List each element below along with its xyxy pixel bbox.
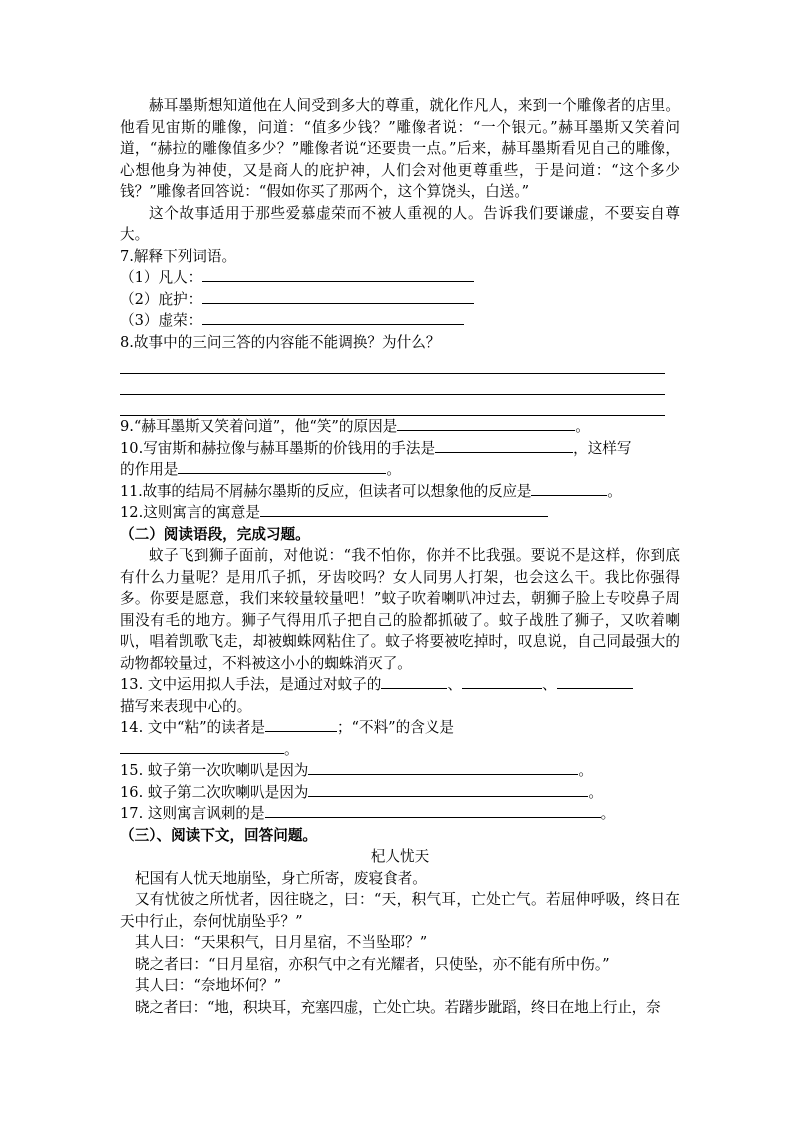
answer-line[interactable] [120,374,665,395]
question-8-stem: 8.故事中的三问三答的内容能不能调换？为什么？ [120,333,441,351]
story-paragraph: 赫耳墨斯想知道他在人间受到多大的尊重，就化作凡人，来到一个雕像者的店里。他看见宙斯的雕像，问道：“值多少钱？”雕像者说：“一个银元。”赫耳墨斯又笑着问道，“赫拉的雕像值多少？”雕像者说“还要贵一点。”后来，赫耳墨斯看见自己的雕像，心想他身为神使，又是商人的庇护神，人们会对他更尊重些，于是问道：“这个多少钱？”雕像者回答说：“假如你买了那两个，这个算饶头，白送。” [120,97,680,200]
answer-blank[interactable] [265,803,601,818]
answer-blank[interactable] [435,438,573,453]
answer-line[interactable] [120,395,665,416]
classical-text-line-1: 杞国有人忧天地崩坠，身亡所寄，废寝食者。 [135,869,427,887]
answer-blank[interactable] [397,416,575,431]
question-12 [120,502,680,524]
section-3-title: 杞人忧天 [370,848,430,865]
question-10-line-1 [120,438,680,460]
answer-blank[interactable] [381,674,447,689]
question-10-end: 。 [386,461,401,478]
question-12-text: 12.这则寓言的寓意是 [120,504,260,521]
section-2-heading: （二）阅读语段，完成习题。 [120,525,310,543]
worksheet-content [120,95,680,1018]
question-16 [120,782,680,804]
question-14-text: 14. 文中“粘”的读者是 [120,719,265,736]
question-9-text: 9.“赫耳墨斯又笑着问道”，他“笑”的原因是 [120,418,398,435]
question-13 [120,674,680,696]
section-3-heading: （三）、阅读下文，回答问题。 [120,826,318,844]
question-10-text: 10.写宙斯和赫拉像与赫耳墨斯的价钱用的手法是 [120,439,436,457]
story-moral-paragraph: 这个故事适用于那些爱慕虚荣而不被人重视的人。告诉我们要谦虚，不要妄自尊大。 [120,204,680,243]
question-13-sep-2: 、 [541,676,557,693]
classical-text-line-2: 又有忧彼之所忧者，因往晓之，曰：“天，积气耳，亡处亡气。若屈伸呼吸，终日在天中行止，奈何忧崩坠乎？” [120,891,680,930]
classical-text-line-3: 其人曰：“天果积气，日月星宿，不当坠耶？” [135,934,428,951]
question-7-stem: 7.解释下列词语。 [120,247,237,265]
question-7-item-3-label: （3）虚荣： [120,312,203,329]
classical-text-line-4: 晓之者曰：“日月星宿，亦积气中之有光耀者，只使坠，亦不能有所中伤。” [135,955,610,973]
answer-blank[interactable] [202,267,474,282]
question-9 [120,416,680,438]
answer-blank[interactable] [531,481,607,496]
answer-blank[interactable] [202,310,464,325]
answer-blank[interactable] [260,502,548,517]
question-14 [120,717,680,739]
answer-blank[interactable] [120,739,284,754]
question-14-line-2 [120,739,680,761]
question-15-text: 15. 蚊子第一次吹喇叭是因为 [120,762,309,779]
answer-blank[interactable] [308,760,578,775]
section-2-passage: 蚊子飞到狮子面前，对他说：“我不怕你，你并不比我强。要说不是这样，你到底有什么力量呢？是用爪子抓，牙齿咬吗？女人同男人打架，也会这么干。我比你强得多。你要是愿意，我们来较量较量吧！”蚊子吹着喇叭冲过去，朝狮子脸上专咬鼻子周围没有毛的地方。狮子气得用爪子把自己的脸都抓破了。蚊子战胜了狮子，又吹着喇叭，唱着凯歌飞走，却被蜘蛛网粘住了。蚊子将要被吃掉时，叹息说，自己同最强大的动物都较量过，不料被这小小的蜘蛛消灭了。 [120,547,680,672]
question-16-end: 。 [588,783,603,801]
question-10-text-2: 的作用是 [120,461,179,478]
question-17 [120,803,680,825]
question-7-item-2-label: （2）庇护： [120,290,203,308]
question-13-text: 13. 文中运用拟人手法，是通过对蚊子的 [120,676,382,693]
answer-blank[interactable] [178,459,386,474]
question-10-line-2 [120,459,680,481]
question-13-line-2: 描写来表现中心的。 [120,697,252,715]
question-14-mid: ；“不料”的含义是 [336,719,455,736]
question-7-item-3 [120,310,680,332]
answer-blank[interactable] [557,674,633,689]
classical-text-line-6: 晓之者曰：“地，积块耳，充塞四虚，亡处亡块。若躇步跐蹈，终日在地上行止，奈 [135,998,661,1016]
classical-text-line-5: 其人曰：“奈地坏何？” [135,977,282,994]
question-11-end: 。 [607,482,622,500]
question-7-item-1 [120,267,680,289]
question-13-sep: 、 [447,676,462,693]
answer-blank[interactable] [265,717,337,732]
answer-blank[interactable] [308,782,588,797]
question-7-item-2 [120,289,680,311]
question-17-text: 17. 这则寓言讽刺的是 [120,805,265,822]
answer-blank[interactable] [202,289,474,304]
answer-blank[interactable] [462,674,542,689]
question-16-text: 16. 蚊子第二次吹喇叭是因为 [120,783,309,801]
question-15 [120,760,680,782]
answer-line[interactable] [120,353,665,374]
question-14-end: 。 [284,740,299,758]
question-9-end: 。 [575,418,590,435]
question-7-item-1-label: （1）凡人： [120,269,203,286]
question-11 [120,481,680,503]
question-17-end: 。 [600,805,616,822]
question-10-mid: ，这样写 [573,439,632,457]
question-15-end: 。 [578,762,593,779]
question-11-text: 11.故事的结局不屑赫尔墨斯的反应，但读者可以想象他的反应是 [120,482,532,500]
